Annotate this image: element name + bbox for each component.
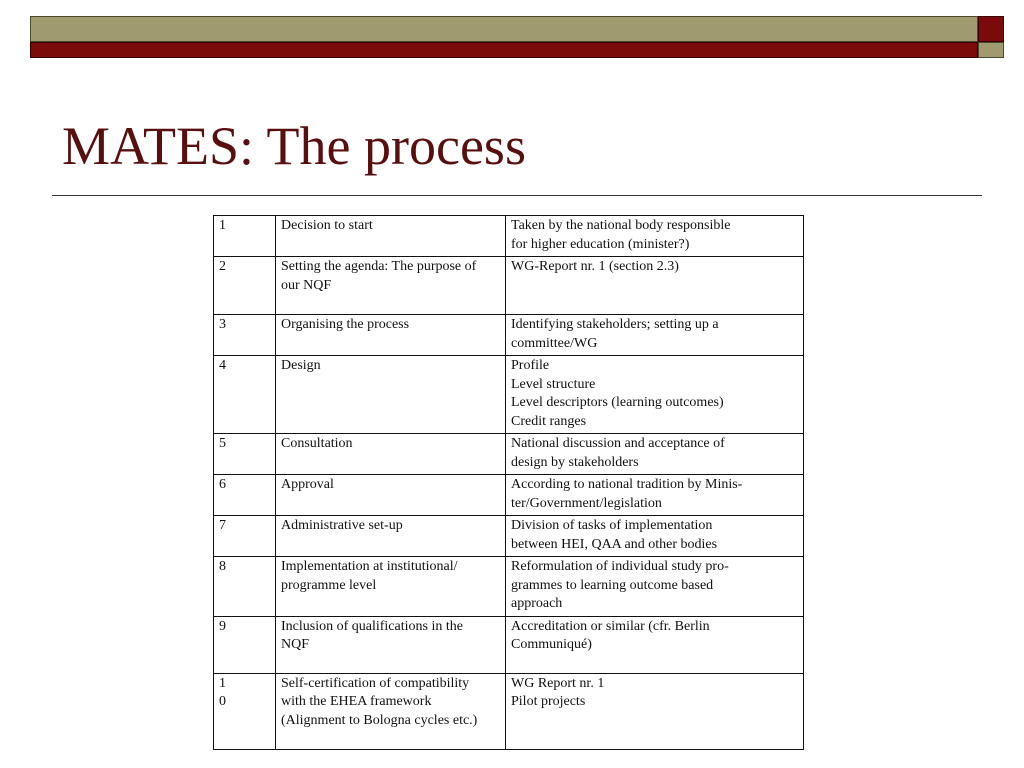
slide-title: MATES: The process <box>62 116 526 176</box>
title-divider <box>52 195 982 196</box>
step-number: 2 <box>214 257 276 315</box>
step-number: 6 <box>214 475 276 516</box>
table-row <box>214 356 804 434</box>
step-name: Setting the agenda: The purpose of our NQF <box>276 257 506 315</box>
step-description: Division of tasks of implementation between HEI, QAA and other bodies <box>506 516 804 557</box>
table-row <box>214 616 804 673</box>
process-table <box>213 215 804 750</box>
header-bar-red <box>30 42 978 58</box>
step-number: 8 <box>214 557 276 617</box>
process-table-body <box>214 216 804 750</box>
step-description: Taken by the national body responsible for higher education (minister?) <box>506 216 804 257</box>
step-name: Administrative set-up <box>276 516 506 557</box>
step-name: Approval <box>276 475 506 516</box>
step-name: Organising the process <box>276 315 506 356</box>
step-name: Decision to start <box>276 216 506 257</box>
step-description: Profile Level structure Level descriptors (learning outcomes) Credit ranges <box>506 356 804 434</box>
step-description: According to national tradition by Minis- ter/Government/legislation <box>506 475 804 516</box>
step-number: 3 <box>214 315 276 356</box>
step-number: 7 <box>214 516 276 557</box>
header-bar-olive <box>30 16 978 42</box>
table-row <box>214 475 804 516</box>
step-description: Accreditation or similar (cfr. Berlin Communiqué) <box>506 616 804 673</box>
step-number: 5 <box>214 434 276 475</box>
step-description: WG-Report nr. 1 (section 2.3) <box>506 257 804 315</box>
step-name: Design <box>276 356 506 434</box>
table-row <box>214 216 804 257</box>
header-corner-olive <box>978 42 1004 58</box>
step-number: 1 0 <box>214 673 276 749</box>
table-row <box>214 516 804 557</box>
header-corner-red <box>978 16 1004 42</box>
step-number: 1 <box>214 216 276 257</box>
step-name: Self-certification of compatibility with the EHEA framework (Alignment to Bologna cycles etc.) <box>276 673 506 749</box>
step-name: Implementation at institutional/ programme level <box>276 557 506 617</box>
step-name: Consultation <box>276 434 506 475</box>
step-description: Identifying stakeholders; setting up a committee/WG <box>506 315 804 356</box>
step-description: Reformulation of individual study pro- grammes to learning outcome based approach <box>506 557 804 617</box>
table-row <box>214 315 804 356</box>
step-name: Inclusion of qualifications in the NQF <box>276 616 506 673</box>
table-row <box>214 257 804 315</box>
step-description: WG Report nr. 1 Pilot projects <box>506 673 804 749</box>
table-row <box>214 434 804 475</box>
step-description: National discussion and acceptance of design by stakeholders <box>506 434 804 475</box>
step-number: 9 <box>214 616 276 673</box>
table-row <box>214 673 804 749</box>
table-row <box>214 557 804 617</box>
step-number: 4 <box>214 356 276 434</box>
